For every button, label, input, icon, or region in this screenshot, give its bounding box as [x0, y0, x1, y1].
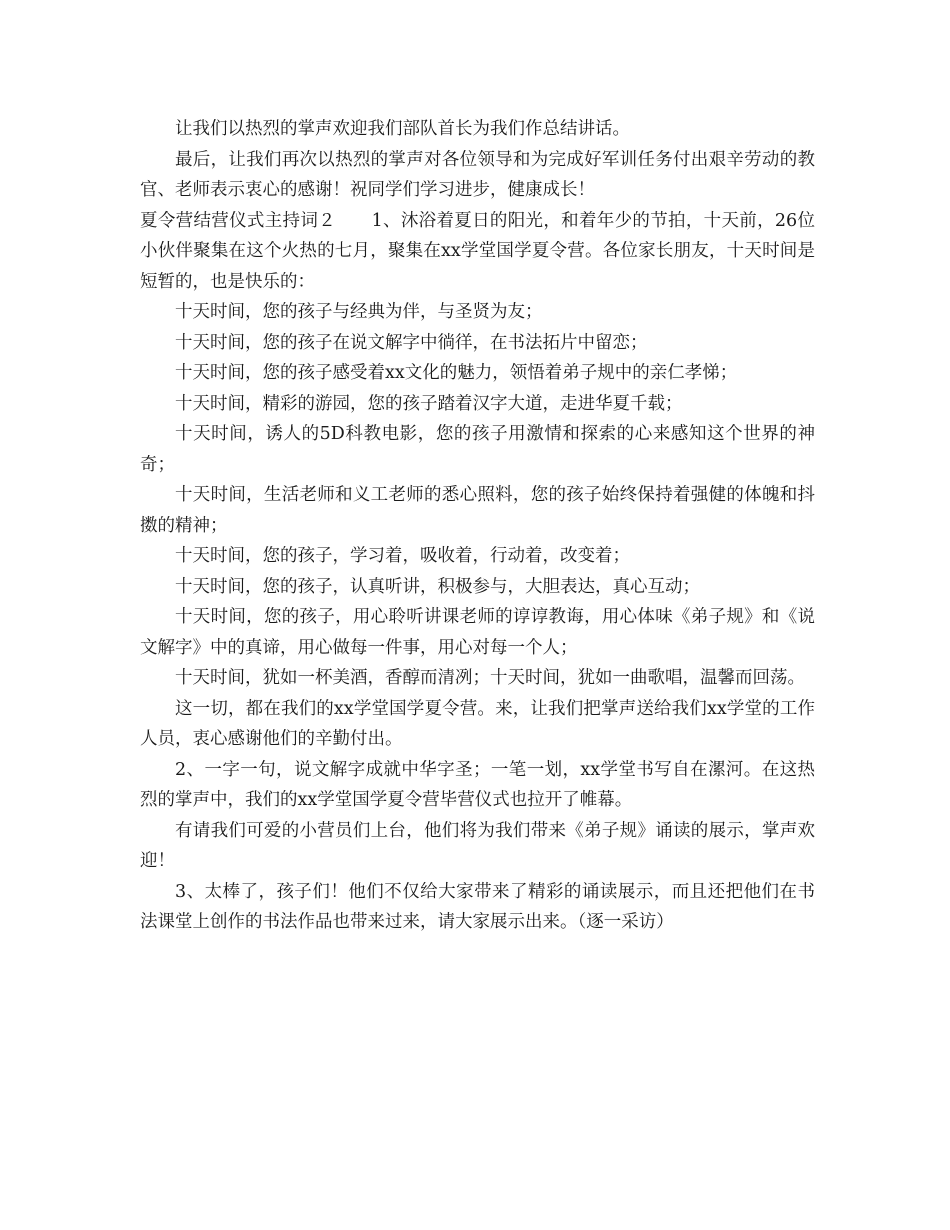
paragraph-recitation-invite: 有请我们可爱的小营员们上台，他们将为我们带来《弟子规》诵读的展示，掌声欢迎！ [140, 820, 815, 871]
paragraph-ten-days-classics: 十天时间，您的孩子与经典为伴，与圣贤为友； [175, 302, 543, 322]
paragraph-ten-days-garden: 十天时间，精彩的游园，您的孩子踏着汉字大道，走进华夏千载； [175, 393, 683, 414]
paragraph-host-script-intro: 夏令营结营仪式主持词２ 1、沐浴着夏日的阳光，和着年少的节拍，十天前，26位小伙伴聚集在这个火热的七月，聚集在xx学堂国学夏令营。各位家长朋友，十天时间是短暂的，也是快乐的： [140, 210, 815, 292]
document-body [140, 114, 815, 938]
paragraph-closing-speech-invite: 让我们以热烈的掌声欢迎我们部队首长为我们作总结讲话。 [175, 119, 630, 139]
paragraph-ten-days-calligraphy: 十天时间，您的孩子在说文解字中徜徉，在书法拓片中留恋； [175, 332, 648, 353]
paragraph-ten-days-teaching: 十天时间，您的孩子，用心聆听讲课老师的谆谆教诲，用心体味《弟子规》和《说文解字》中的真谛，用心做每一件事，用心对每一个人； [140, 607, 815, 658]
paragraph-ten-days-care: 十天时间，生活老师和义工老师的悉心照料，您的孩子始终保持着强健的体魄和抖擞的精神； [140, 485, 815, 536]
paragraph-applause-staff: 这一切，都在我们的xx学堂国学夏令营。来，让我们把掌声送给我们xx学堂的工作人员，衷心感谢他们的辛勤付出。 [140, 698, 815, 749]
paragraph-ten-days-participation: 十天时间，您的孩子，认真听讲，积极参与，大胆表达，真心互动； [175, 576, 700, 597]
paragraph-ten-days-culture: 十天时间，您的孩子感受着xx文化的魅力，领悟着弟子规中的亲仁孝悌； [175, 363, 738, 383]
paragraph-ten-days-movie: 十天时间，诱人的5D科教电影，您的孩子用激情和探索的心来感知这个世界的神奇； [140, 424, 815, 475]
paragraph-ten-days-learning: 十天时间，您的孩子，学习着，吸收着，行动着，改变着； [175, 546, 630, 566]
paragraph-ceremony-opening: 2、一字一句，说文解字成就中华字圣；一笔一划，xx学堂书写自在漯河。在这热烈的掌声中，我们的xx学堂国学夏令营毕营仪式也拉开了帷幕。 [140, 759, 815, 810]
paragraph-thanks: 最后，让我们再次以热烈的掌声对各位领导和为完成好军训任务付出艰辛劳动的教官、老师表示衷心的感谢！祝同学们学习进步，健康成长！ [140, 149, 815, 200]
paragraph-ten-days-wine: 十天时间，犹如一杯美酒，香醇而清冽；十天时间，犹如一曲歌唱，温馨而回荡。 [175, 668, 805, 688]
paragraph-calligraphy-showcase: 3、太棒了，孩子们！他们不仅给大家带来了精彩的诵读展示，而且还把他们在书法课堂上创作的书法作品也带来过来，请大家展示出来。（逐一采访） [140, 881, 815, 932]
